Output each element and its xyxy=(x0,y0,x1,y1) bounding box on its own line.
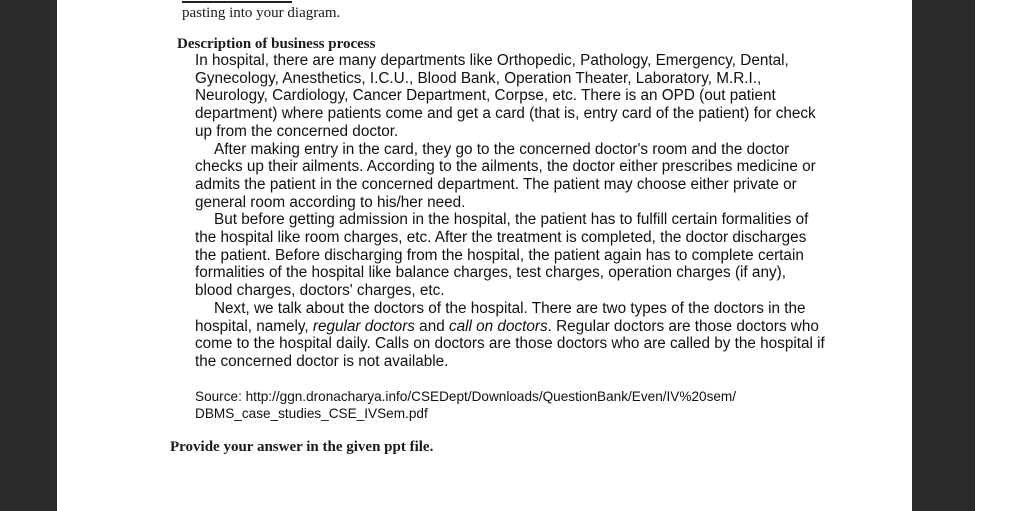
source-line-2: DBMS_case_studies_CSE_IVSem.pdf xyxy=(195,406,428,421)
regular-doctors-term: regular doctors xyxy=(312,317,415,335)
cut-off-text-fragment xyxy=(182,0,292,3)
business-process-description xyxy=(195,52,825,371)
source-line-1: Source: http://ggn.dronacharya.info/CSEDept/Downloads/QuestionBank/Even/IV%20sem/ xyxy=(195,389,737,404)
paragraph-1: In hospital, there are many departments like Orthopedic, Pathology, Emergency, Dental, Gynecology, Anesthetics, I.C.U., Blood Bank, Operation Theater, Laboratory, M.R.I., Neurology, Cardiology, Cancer Department, Corpse, etc. There is an OPD (out patient department) where patients come and get a card (that is, entry card of the patient) for check up from the concerned doctor. xyxy=(195,52,816,140)
paragraph-2: After making entry in the card, they go to the concerned doctor's room and the doctor checks up their ailments. According to the ailments, the doctor either prescribes medicine or admits the patient in the concerned department. The patient may choose either private or general room according to his/her need. xyxy=(195,140,816,211)
viewer-left-margin xyxy=(0,0,57,511)
top-line-text: pasting into your diagram. xyxy=(182,5,341,21)
document-page xyxy=(57,0,912,511)
window-edge xyxy=(975,0,1024,511)
call-on-doctors-term: call on doctors xyxy=(448,317,548,335)
viewer-right-margin xyxy=(912,0,975,511)
paragraph-3: But before getting admission in the hospital, the patient has to fulfill certain formalities of the hospital like room charges, etc. After the treatment is completed, the doctor discharges the patient. Before discharging from the hospital, the patient again has to complete certain formalities of the hospital like balance charges, test charges, operation charges (if any), blood charges, doctors' charges, etc. xyxy=(195,211,809,300)
section-heading: Description of business process xyxy=(177,36,376,52)
source-citation xyxy=(195,388,815,422)
paragraph-4-part-2: and xyxy=(414,317,449,335)
paragraph-4-part-3: . Regular doctors are those doctors who come to the hospital daily. Calls on doctors are those doctors who are called by the hospital if the concerned doctor is not available. xyxy=(195,317,825,370)
paragraph-4 xyxy=(195,300,825,371)
paragraph-4-part-1: Next, we talk about the doctors of the hospital. There are two types of the doctors in the hospital, namely, xyxy=(195,299,806,335)
answer-instruction: Provide your answer in the given ppt file. xyxy=(170,439,434,455)
